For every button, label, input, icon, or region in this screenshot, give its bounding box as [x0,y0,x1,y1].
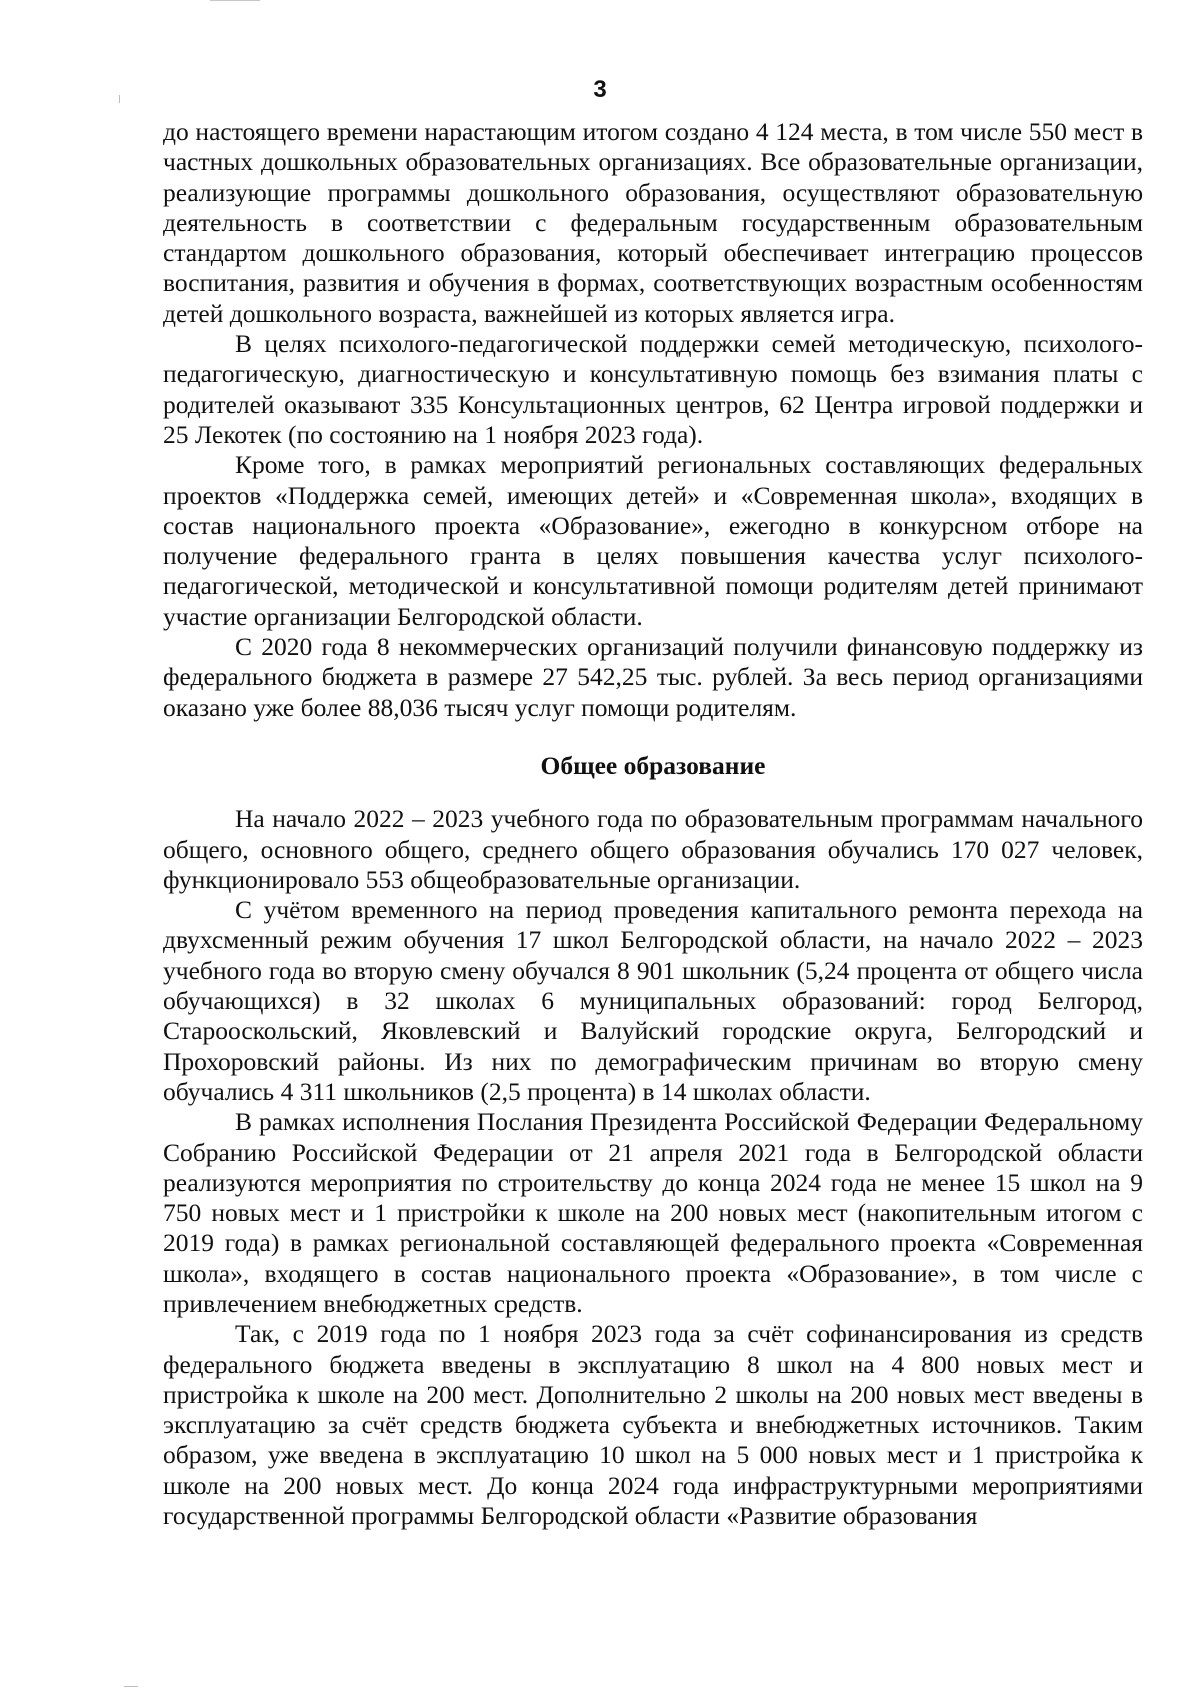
document-body [163,117,1143,1531]
paragraph-school-construction: Так, с 2019 года по 1 ноября 2023 года за счёт софинансирования из средств федерального бюджета введены в эксплуатацию 8 школ на 4 800 новых мест и пристройка к школе на 200 мест. Дополнительно 2 школы на 200 новых мест введены в эксплуатацию за счёт средств бюджета субъекта и внебюджетных источников. Таким образом, уже введена в эксплуатацию 10 школ на 5 000 новых мест и 1 пристройка к школе на 200 новых мест. До конца 2024 года инфраструктурными мероприятиями государственной программы Белгородской области «Развитие образования [163,1319,1143,1531]
paragraph-family-support: В целях психолого-педагогической поддержки семей методическую, психолого-педагогическую, диагностическую и консультативную помощь без взимания платы с родителей оказывают 335 Консультационных центров, 62 Центра игровой поддержки и 25 Лекотек (по состоянию на 1 ноября 2023 года). [163,329,1143,449]
page-number: 3 [593,76,607,103]
section-title-general-education: Общее образование [540,750,766,780]
paragraph-federal-projects: Кроме того, в рамках мероприятий региональных составляющих федеральных проектов «Поддержка семей, имеющих детей» и «Современная школа», входящих в состав национального проекта «Образование», ежегодно в конкурсном отборе на получение федерального гранта в целях повышения качества услуг психолого-педагогической, методической и консультативной помощи родителям детей принимают участие организации Белгородской области. [163,450,1143,631]
scan-artifact-bottom [124,1686,138,1687]
paragraph-second-shift: С учётом временного на период проведения капитального ремонта перехода на двухсменный режим обучения 17 школ Белгородской области, на начало 2022 – 2023 учебного года во вторую смену обучался 8 901 школьник (5,24 процента от общего числа обучающихся) в 32 школах 6 муниципальных образований: город Белгород, Старооскольский, Яковлевский и Валуйский городские округа, Белгородский и Прохоровский районы. Из них по демографическим причинам во вторую смену обучались 4 311 школьников (2,5 процента) в 14 школах области. [163,895,1143,1106]
paragraph-preschool-places: до настоящего времени нарастающим итогом создано 4 124 места, в том числе 550 мест в частных дошкольных образовательных организациях. Все образовательные организации, реализующие программы дошкольного образования, осуществляют образовательную деятельность в соответствии с федеральным государственным образовательным стандартом дошкольного образования, который обеспечивает интеграцию процессов воспитания, развития и обучения в формах, соответствующих возрастным особенностям детей дошкольного возраста, важнейшей из которых является игра. [163,117,1143,328]
paragraph-presidential-address: В рамках исполнения Послания Президента Российской Федерации Федеральному Собранию Российской Федерации от 21 апреля 2021 года в Белгородской области реализуются мероприятия по строительству до конца 2024 года не менее 15 школ на 9 750 новых мест и 1 пристройки к школе на 200 новых мест (накопительным итогом с 2019 года) в рамках региональной составляющей федерального проекта «Современная школа», входящего в состав национального проекта «Образование», в том числе с привлечением внебюджетных средств. [163,1107,1143,1318]
paragraph-school-year-enrollment: На начало 2022 – 2023 учебного года по образовательным программам начального общего, основного общего, среднего общего образования обучались 170 027 человек, функционировало 553 общеобразовательные организации. [163,804,1143,894]
paragraph-nonprofit-funding: С 2020 года 8 некоммерческих организаций получили финансовую поддержку из федерального бюджета в размере 27 542,25 тыс. рублей. За весь период организациями оказано уже более 88,036 тысяч услуг помощи родителям. [163,632,1143,722]
scan-artifact-top [210,0,260,1]
